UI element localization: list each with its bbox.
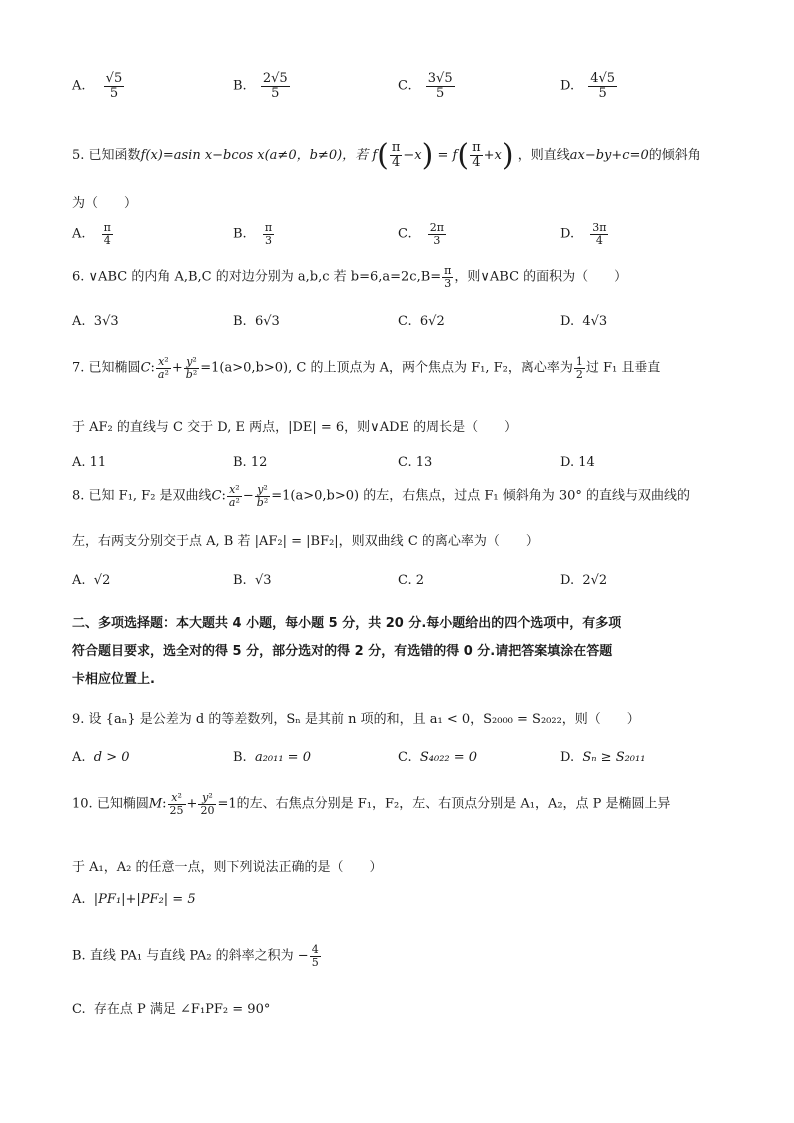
question-9-stem: 9. 设 {aₙ} 是公差为 d 的等差数列，Sₙ 是其前 n 项的和，且 a₁ < 0，S₂₀₀₀ = S₂₀₂₂，则（ ）	[72, 712, 640, 727]
q4-option-b	[233, 72, 291, 100]
question-5-stem-cont: 为（ ）	[72, 196, 138, 211]
fraction: $\frac{3√5}{5}$	[427, 71, 453, 101]
q9-option-d[interactable]: D. Sₙ ≥ S₂₀₁₁	[560, 750, 646, 765]
fraction: $\frac{3\pi}{4}$	[592, 221, 607, 247]
question-6-stem: 6. ∨ABC 的内角 A,B,C 的对边分别为 a,b,c 若 b=6,a=2c,B= $\frac{\pi}{3}$ ，则∨ABC 的面积为（ ）	[72, 264, 628, 290]
q6-option-c[interactable]: C. 6√2	[398, 314, 445, 329]
q6-option-b[interactable]: B. 6√3	[233, 314, 280, 329]
q7-option-b[interactable]: B. 12	[233, 455, 268, 470]
q5-option-b[interactable]: B. $\frac{\pi}{3}$	[233, 221, 273, 247]
option-label: A.	[72, 78, 86, 94]
q8-option-a[interactable]: A. √2	[72, 573, 111, 588]
q10-option-a[interactable]: A. |PF₁|+|PF₂| = 5	[72, 892, 196, 907]
q8-option-c[interactable]: C. 2	[398, 573, 425, 588]
section-2-heading: 二、多项选择题：本大题共 4 小题，每小题 5 分，共 20 分.每小题给出的四个选项中，有多项	[72, 616, 622, 631]
q7-option-a[interactable]: A. 11	[72, 455, 107, 470]
question-10-stem: 10. 已知椭圆M: $\frac{\text{x²}}{25}$ + $\frac{\text{y²}}{20}$ =1的左、右焦点分别是 F₁，F₂，左、右顶点分别是 A₁，A₂，点 P 是椭圆上异	[72, 791, 671, 817]
q7-option-c[interactable]: C. 13	[398, 455, 433, 470]
question-8-stem-cont: 左，右两支分别交于点 A, B 若 |AF₂| = |BF₂|，则双曲线 C 的离心率为（ ）	[72, 534, 539, 549]
q10-option-c[interactable]: C. 存在点 P 满足 ∠F₁PF₂ = 90°	[72, 1002, 271, 1017]
question-10-stem-cont: 于 A₁，A₂ 的任意一点，则下列说法正确的是（ ）	[72, 860, 383, 875]
q9-option-b[interactable]: B. a₂₀₁₁ = 0	[233, 750, 311, 765]
fraction: $\frac{\text{y²}}{\text{b²}}$	[256, 483, 269, 509]
q7-option-d[interactable]: D. 14	[560, 455, 595, 470]
option-label: C.	[398, 78, 412, 94]
section-2-heading-cont2: 卡相应位置上.	[72, 672, 155, 687]
question-7-stem-cont: 于 AF₂ 的直线与 C 交于 D, E 两点，|DE| = 6，则∨ADE 的周长是（ ）	[72, 420, 518, 435]
fraction: $\frac{\text{y²}}{20}$	[200, 791, 215, 817]
q6-option-a[interactable]: A. 3√3	[72, 314, 119, 329]
fraction: $\frac{2√5}{5}$	[262, 71, 288, 101]
fraction: $\frac{\pi}{3}$	[264, 221, 273, 247]
question-8-stem: 8. 已知 F₁, F₂ 是双曲线C: $\frac{\text{x²}}{\text{a²}}$ − $\frac{\text{y²}}{\text{b²}}$ =1(a>0,b>0) 的左，右焦点，过点 F₁ 倾斜角为 30° 的直线与双曲线的	[72, 483, 691, 509]
fraction: $\frac{\text{x²}}{\text{a²}}$	[228, 483, 240, 509]
q5-option-d[interactable]: D. $\frac{3\pi}{4}$	[560, 221, 607, 247]
q4-option-c	[398, 72, 456, 100]
fraction: $\frac{\pi}{4}$	[103, 221, 111, 247]
question-7-stem: 7. 已知椭圆C: $\frac{\text{x²}}{\text{a²}}$ + $\frac{\text{y²}}{\text{b²}}$ =1(a>0,b>0), C 的上顶点为 A，两个焦点为 F₁, F₂，离心率为 $\frac{1}{2}$ 过 F₁ 且垂直	[72, 355, 661, 381]
q6-option-d[interactable]: D. 4√3	[560, 314, 608, 329]
fraction: $\frac{4√5}{5}$	[590, 71, 616, 101]
fraction: $\frac{2\pi}{3}$	[429, 221, 444, 247]
q5-option-c[interactable]: C. $\frac{2\pi}{3}$	[398, 221, 444, 247]
q9-option-a[interactable]: A. d > 0	[72, 750, 130, 765]
q5-option-a[interactable]: A. $\frac{\pi}{4}$	[72, 221, 111, 247]
q8-option-d[interactable]: D. 2√2	[560, 573, 608, 588]
q4-option-d	[560, 72, 618, 100]
fraction: $\frac{\pi}{4}$	[391, 140, 401, 170]
fraction: $\frac{\pi}{4}$	[472, 140, 481, 170]
question-5-stem: 5. 已知函数f(x)=asin x−bcos x(a≠0，b≠0)，若 f( $\frac{\pi}{4}$ −x) = f( $\frac{\pi}{4}$ +x) ，则直线ax−by+c=0的倾斜角	[72, 138, 701, 173]
fraction: $\frac{\text{y²}}{\text{b²}}$	[185, 355, 198, 381]
option-label: D.	[560, 78, 575, 94]
fraction: $\frac{\text{x²}}{25}$	[169, 791, 184, 817]
fraction: $\frac{\pi}{3}$	[444, 264, 452, 290]
section-2-heading-cont: 符合题目要求，选全对的得 5 分，部分选对的得 2 分，有选错的得 0 分.请把答案填涂在答题	[72, 644, 613, 659]
fraction: $\frac{1}{2}$	[575, 355, 583, 381]
fraction: $\frac{√5}{5}$	[105, 71, 123, 101]
q9-option-c[interactable]: C. S₄₀₂₂ = 0	[398, 750, 478, 765]
option-label: B.	[233, 78, 247, 94]
q10-option-b[interactable]: B. 直线 PA₁ 与直线 PA₂ 的斜率之积为 − $\frac{4}{5}$	[72, 943, 319, 969]
q8-option-b[interactable]: B. √3	[233, 573, 272, 588]
q4-option-a	[72, 72, 125, 100]
fraction: $\frac{\text{x²}}{\text{a²}}$	[157, 355, 169, 381]
fraction: $\frac{4}{5}$	[311, 943, 319, 969]
